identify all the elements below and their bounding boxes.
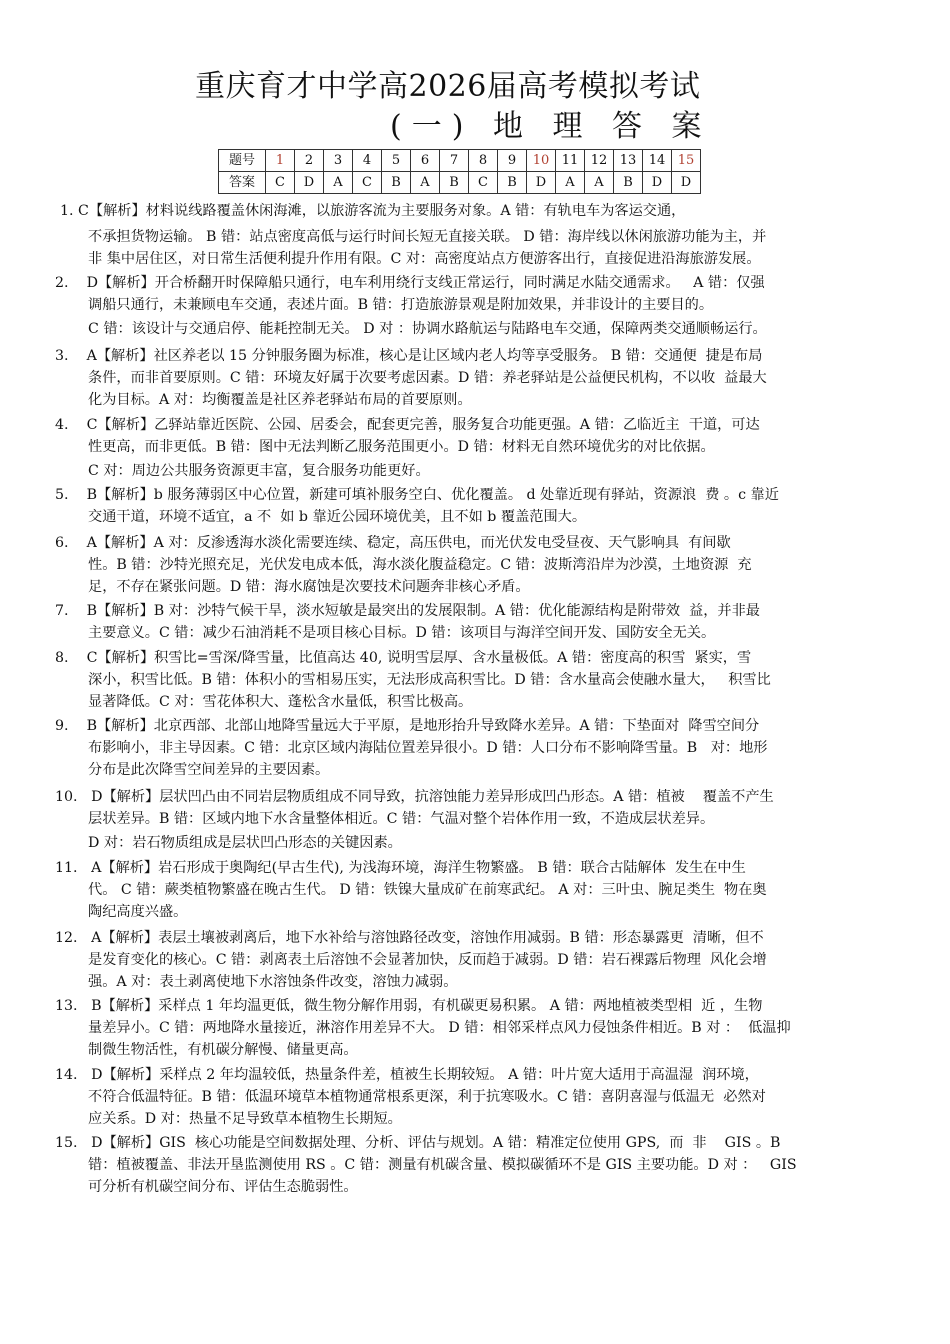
explanation-line: 足，不存在紧张问题。D 错：海水腐蚀是次要技术问题奔非核心矛盾。 — [88, 579, 530, 595]
answer-cell: A — [324, 172, 353, 194]
question-number: 13 — [614, 150, 643, 172]
answer-cell: D — [527, 172, 556, 194]
explanation-line: 11. A【解析】岩石形成于奥陶纪(早古生代), 为浅海环境，海洋生物繁盛。 B 错：联合古陆解体 发生在中生 — [55, 860, 746, 876]
explanation-line: 制微生物活性，有机碳分解慢、储量更高。 — [88, 1042, 358, 1058]
explanation-line: 错：植被覆盖、非法开垦监测使用 RS 。C 错：测量有机碳含量、模拟碳循环不是 GIS 主要功能。D 对 ： GIS — [88, 1157, 797, 1173]
answer-row — [219, 172, 701, 194]
answer-cell: D — [672, 172, 701, 194]
explanation-line: 是发育变化的核心。C 错：剥离表土后溶蚀不会显著加快，反而趋于减弱。D 错：岩石裸露后物理 风化会增 — [88, 952, 767, 968]
explanation-line: 层状差异。B 错：区域内地下水含量整体相近。C 错：气温对整个岩体作用一致，不造成层状差异。 — [88, 811, 715, 827]
explanation-line: 4. C【解析】乙驿站靠近医院、公园、居委会，配套更完善，服务复合功能更强。A 错：乙临近主 干道，可达 — [55, 417, 760, 433]
explanation-line: 主要意义。C 错：减少石油消耗不是项目核心目标。D 错：该项目与海洋空间开发、国防安全无关。 — [88, 625, 716, 641]
explanation-line: 14. D【解析】采样点 2 年均温较低，热量条件差，植被生长期较短。 A 错：叶片宽大适用于高温湿 润环境， — [55, 1067, 759, 1083]
question-number: 6 — [411, 150, 440, 172]
explanation-line: 性更高，而非更低。B 错：图中无法判断乙服务范围更小。D 错：材料无自然环境优劣的对比依据。 — [88, 439, 715, 455]
question-number: 9 — [498, 150, 527, 172]
explanation-line: 化为目标。A 对：均衡覆盖是社区养老驿站布局的首要原则。 — [88, 392, 472, 408]
question-number: 4 — [353, 150, 382, 172]
answer-cell: A — [585, 172, 614, 194]
question-number: 1 — [266, 150, 295, 172]
question-number: 7 — [440, 150, 469, 172]
explanation-line: 可分析有机碳空间分布、评估生态脆弱性。 — [88, 1179, 358, 1195]
explanation-line: 1. C【解析】材料说线路覆盖休闲海滩，以旅游客流为主要服务对象。A 错：有轨电车为客运交通， — [60, 203, 686, 219]
question-number: 8 — [469, 150, 498, 172]
explanation-line: 量差异小。C 错：两地降水量接近，淋溶作用差异不大。 D 错：相邻采样点风力侵蚀条件相近。B 对 ： 低温抑 — [88, 1020, 791, 1036]
explanation-line: 7. B【解析】B 对：沙特气候干旱，淡水短敏是最突出的发展限制。A 错：优化能源结构是附带效 益，并非最 — [55, 603, 760, 619]
explanation-line: 不承担货物运输。 B 错：站点密度高低与运行时间长短无直接关联。 D 错：海岸线以休闲旅游功能为主，并 — [88, 229, 767, 245]
question-number: 11 — [556, 150, 585, 172]
question-number: 15 — [672, 150, 701, 172]
page-title: 重庆育才中学高2026届高考模拟考试 — [195, 69, 701, 104]
answer-cell: C — [353, 172, 382, 194]
row-label: 题号 — [219, 150, 266, 172]
explanation-line: 12. A【解析】表层土壤被剥离后，地下水补给与溶蚀路径改变，溶蚀作用减弱。B 错：形态暴露更 清晰，但不 — [55, 930, 764, 946]
explanation-line: 2. D【解析】开合桥翻开时保障船只通行，电车利用绕行支线正常运行，同时满足水陆交通需求。 A 错：仅强 — [55, 275, 765, 291]
explanation-line: 不符合低温特征。B 错：低温环境草本植物通常根系更深，利于抗寒吸水。C 错：喜阴喜湿与低温无 必然对 — [88, 1089, 766, 1105]
explanation-line: 布影响小，非主导因素。C 错：北京区域内海陆位置差异很小。D 错：人口分布不影响降雪量。B 对：地形 — [88, 740, 768, 756]
explanation-line: 10. D【解析】层状凹凸由不同岩层物质组成不同导致，抗溶蚀能力差异形成凹凸形态。A 错：植被 覆盖不产生 — [55, 789, 774, 805]
explanation-line: 性。B 错：沙特光照充足，光伏发电成本低，海水淡化腹益稳定。C 错：波斯湾沿岸为沙漠，土地资源 充 — [88, 557, 752, 573]
explanation-line: D 对：岩石物质组成是层状凹凸形态的关键因素。 — [88, 835, 402, 851]
explanation-line: 13. B【解析】采样点 1 年均温更低，微生物分解作用弱，有机碳更易积累。 A 错：两地植被类型相 近 ，生物 — [55, 998, 763, 1014]
explanation-line: 调船只通行，未兼顾电车交通，表述片面。B 错：打造旅游景观是附加效果，并非设计的主要目的。 — [88, 297, 714, 313]
question-number: 2 — [295, 150, 324, 172]
explanation-line: 分布是此次降雪空间差异的主要因素。 — [88, 762, 330, 778]
explanation-line: 交通干道，环境不适宜，a 不 如 b 靠近公园环境优美，且不如 b 覆盖范围大。 — [88, 509, 587, 525]
answer-cell: B — [440, 172, 469, 194]
explanation-line: 代。 C 错：蕨类植物繁盛在晚古生代。 D 错：铁镍大量成矿在前寒武纪。 A 对：三叶虫、腕足类生 物在奥 — [88, 882, 767, 898]
explanation-line: 15. D【解析】GIS 核心功能是空间数据处理、分析、评估与规划。A 错：精准定位使用 GPS, 而 非 GIS 。B — [55, 1135, 781, 1151]
explanation-line: 条件，而非首要原则。C 错：环境友好属于次要考虑因素。D 错：养老驿站是公益便民机构，不以收 益最大 — [88, 370, 767, 386]
answer-table — [218, 149, 701, 194]
answer-cell: A — [556, 172, 585, 194]
explanation-line: 非 集中居住区，对日常生活便利提升作用有限。C 对：高密度站点方便游客出行，直接促进沿海旅游发展。 — [88, 251, 761, 267]
explanation-line: 9. B【解析】北京西部、北部山地降雪量远大于平原，是地形抬升导致降水差异。A 错：下垫面对 降雪空间分 — [55, 718, 760, 734]
explanation-line: 8. C【解析】积雪比=雪深/降雪量，比值高达 40, 说明雪层厚、含水量极低。A 错：密度高的积雪 紧实，雪 — [55, 650, 752, 666]
explanation-line: 6. A【解析】A 对：反渗透海水淡化需要连续、稳定，高压供电，而光伏发电受昼夜、天气影响具 有间歇 — [55, 535, 731, 551]
explanation-line: 应关系。D 对：热量不足导致草本植物生长期短。 — [88, 1111, 402, 1127]
question-number: 14 — [643, 150, 672, 172]
answer-cell: C — [266, 172, 295, 194]
question-number: 5 — [382, 150, 411, 172]
answer-cell: C — [469, 172, 498, 194]
explanation-line: 深小，积雪比低。B 错：体积小的雪相易压实，无法形成高积雪比。D 错：含水量高会使融水量大， 积雪比 — [88, 672, 771, 688]
page-subtitle: (一) 地 理 答 案 — [390, 109, 712, 144]
answer-cell: D — [295, 172, 324, 194]
explanation-line: 显著降低。C 对：雪花体积大、蓬松含水量低，积雪比极高。 — [88, 694, 473, 710]
row-label: 答案 — [219, 172, 266, 194]
question-number: 12 — [585, 150, 614, 172]
explanation-line: 5. B【解析】b 服务薄弱区中心位置，新建可填补服务空白、优化覆盖。 d 处靠近现有驿站，资源浪 费 。c 靠近 — [55, 487, 779, 503]
explanation-line: 陶纪高度兴盛。 — [88, 904, 188, 920]
question-number: 3 — [324, 150, 353, 172]
answer-cell: B — [382, 172, 411, 194]
answer-cell: A — [411, 172, 440, 194]
answer-cell: D — [643, 172, 672, 194]
explanation-line: C 对：周边公共服务资源更丰富，复合服务功能更好。 — [88, 463, 430, 479]
answer-cell: B — [614, 172, 643, 194]
explanation-line: C 错：该设计与交通启停、能耗控制无关。 D 对 ：协调水路航运与陆路电车交通，保障两类交通顺畅运行。 — [88, 321, 767, 337]
explanation-line: 强。A 对：表土剥离使地下水溶蚀条件改变，溶蚀力减弱。 — [88, 974, 458, 990]
answer-cell: B — [498, 172, 527, 194]
explanation-line: 3. A【解析】社区养老以 15 分钟服务圈为标准，核心是让区域内老人均等享受服务。 B 错：交通便 捷是布局 — [55, 348, 763, 364]
question-number: 10 — [527, 150, 556, 172]
question-number-row — [219, 150, 701, 172]
